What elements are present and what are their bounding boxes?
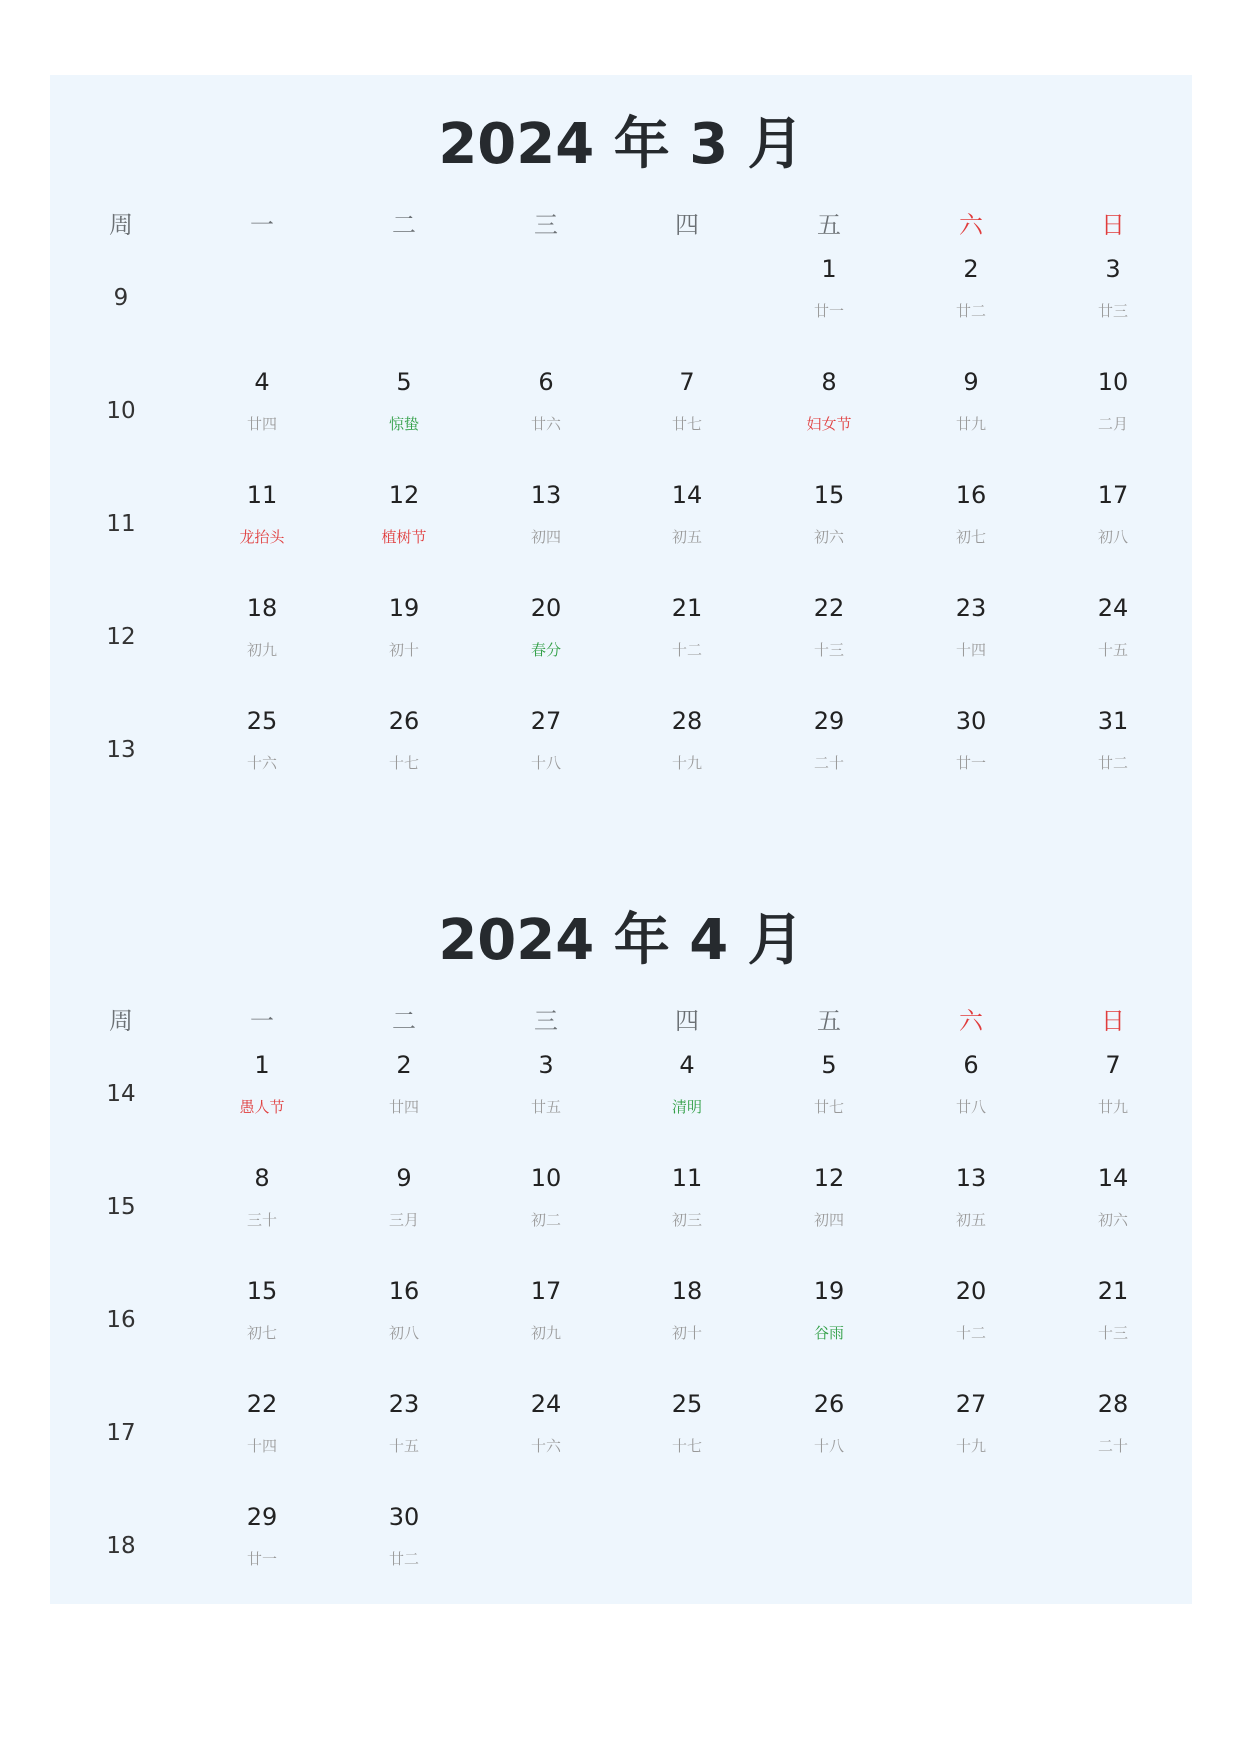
day-cell[interactable] [202,368,322,468]
day-cell[interactable] [486,707,606,807]
day-cell[interactable] [486,1164,606,1264]
day-number: 25 [246,707,278,735]
weekday-header: 日 [1101,211,1125,239]
day-cell[interactable] [202,481,322,581]
lunar-date: 廿二 [388,1550,419,1568]
day-number: 30 [388,1503,420,1531]
festival-label: 愚人节 [239,1098,285,1116]
day-number: 14 [1097,1164,1129,1192]
day-number: 21 [671,594,703,622]
day-cell[interactable] [344,368,464,468]
lunar-date: 十二 [955,1324,986,1342]
day-number: 23 [388,1390,420,1418]
lunar-date: 初九 [530,1324,561,1342]
weekday-header: 一 [250,211,274,239]
week-number: 12 [106,624,136,650]
day-cell[interactable] [1053,1164,1173,1264]
week-number: 16 [106,1307,136,1333]
lunar-date: 二月 [1097,415,1128,433]
weekday-header: 一 [250,1007,274,1035]
lunar-date: 初七 [955,528,986,546]
day-number: 24 [1097,594,1129,622]
week-number: 10 [106,398,136,424]
day-cell[interactable] [911,1390,1031,1490]
day-number: 28 [671,707,703,735]
day-cell[interactable] [769,1390,889,1490]
solar-term-label: 谷雨 [813,1324,844,1342]
day-cell[interactable] [1053,594,1173,694]
lunar-date: 二十 [813,754,844,772]
day-number: 25 [671,1390,703,1418]
lunar-date: 初四 [530,528,561,546]
week-number: 13 [106,737,136,763]
day-cell[interactable] [344,1503,464,1603]
day-cell[interactable] [627,594,747,694]
lunar-date: 十九 [671,754,702,772]
day-number: 24 [530,1390,562,1418]
month-title: 2024 年 3 月 [438,112,804,177]
day-cell[interactable] [202,707,322,807]
day-cell[interactable] [344,707,464,807]
day-number: 5 [821,1051,837,1079]
week-number: 17 [106,1420,136,1446]
day-number: 20 [530,594,562,622]
week-number: 15 [106,1194,136,1220]
day-number: 4 [254,368,270,396]
weekday-header: 四 [675,211,699,239]
lunar-date: 廿九 [955,415,986,433]
day-cell[interactable] [627,1051,747,1151]
lunar-date: 初六 [1097,1211,1128,1229]
day-cell[interactable] [344,1051,464,1151]
day-cell[interactable] [769,1051,889,1151]
day-cell[interactable] [911,707,1031,807]
day-cell[interactable] [202,594,322,694]
day-cell[interactable] [769,707,889,807]
festival-label: 龙抬头 [239,528,285,546]
day-cell[interactable] [1053,255,1173,355]
festival-label: 妇女节 [806,415,852,433]
week-number: 14 [106,1081,136,1107]
day-cell[interactable] [202,1277,322,1377]
day-number: 2 [396,1051,412,1079]
day-cell[interactable] [911,1051,1031,1151]
day-number: 11 [671,1164,703,1192]
day-number: 17 [1097,481,1129,509]
day-cell[interactable] [769,594,889,694]
lunar-date: 初二 [530,1211,561,1229]
lunar-date: 初八 [1097,528,1128,546]
day-number: 17 [530,1277,562,1305]
lunar-date: 廿二 [1097,754,1128,772]
lunar-date: 初九 [246,641,277,659]
lunar-date: 廿九 [1097,1098,1128,1116]
lunar-date: 初十 [388,641,419,659]
day-cell[interactable] [911,368,1031,468]
day-cell[interactable] [202,1164,322,1264]
day-cell[interactable] [202,1051,322,1151]
week-number: 18 [106,1533,136,1559]
lunar-date: 廿一 [813,302,844,320]
lunar-date: 十三 [1097,1324,1128,1342]
lunar-date: 廿六 [530,415,561,433]
day-number: 19 [813,1277,845,1305]
lunar-date: 十四 [246,1437,277,1455]
day-number: 9 [396,1164,412,1192]
day-number: 30 [955,707,987,735]
day-cell[interactable] [1053,1051,1173,1151]
lunar-date: 十九 [955,1437,986,1455]
day-cell[interactable] [769,1277,889,1377]
lunar-date: 十三 [813,641,844,659]
day-cell[interactable] [344,1277,464,1377]
day-number: 23 [955,594,987,622]
lunar-date: 十二 [671,641,702,659]
lunar-date: 廿七 [813,1098,844,1116]
lunar-date: 十四 [955,641,986,659]
day-cell[interactable] [486,481,606,581]
day-cell[interactable] [627,1390,747,1490]
day-number: 11 [246,481,278,509]
day-cell[interactable] [627,368,747,468]
day-cell[interactable] [344,481,464,581]
day-number: 10 [1097,368,1129,396]
day-cell[interactable] [911,1277,1031,1377]
day-cell[interactable] [344,1390,464,1490]
lunar-date: 廿三 [1097,302,1128,320]
day-number: 16 [388,1277,420,1305]
day-cell[interactable] [911,594,1031,694]
lunar-date: 廿一 [246,1550,277,1568]
day-cell[interactable] [627,1164,747,1264]
lunar-date: 初五 [671,528,702,546]
day-number: 27 [530,707,562,735]
lunar-date: 廿一 [955,754,986,772]
weekday-header: 六 [959,211,983,239]
calendar-sheet [50,75,1192,1604]
week-column-header: 周 [109,1007,133,1035]
day-number: 29 [246,1503,278,1531]
day-number: 7 [679,368,695,396]
lunar-date: 十五 [388,1437,419,1455]
lunar-date: 十七 [671,1437,702,1455]
day-number: 28 [1097,1390,1129,1418]
day-cell[interactable] [769,368,889,468]
day-number: 7 [1105,1051,1121,1079]
day-number: 26 [813,1390,845,1418]
day-number: 1 [254,1051,270,1079]
day-number: 3 [1105,255,1121,283]
solar-term-label: 春分 [530,641,561,659]
day-cell[interactable] [769,481,889,581]
day-cell[interactable] [1053,481,1173,581]
lunar-date: 廿四 [246,415,277,433]
weekday-header: 日 [1101,1007,1125,1035]
lunar-date: 十八 [530,754,561,772]
weekday-header: 三 [534,211,558,239]
day-number: 18 [671,1277,703,1305]
week-column-header: 周 [109,211,133,239]
day-number: 2 [963,255,979,283]
day-cell[interactable] [344,1164,464,1264]
weekday-header: 三 [534,1007,558,1035]
day-cell[interactable] [1053,1390,1173,1490]
festival-label: 植树节 [381,528,427,546]
day-cell[interactable] [486,1390,606,1490]
day-number: 12 [388,481,420,509]
weekday-header: 五 [817,211,841,239]
lunar-date: 十八 [813,1437,844,1455]
day-number: 18 [246,594,278,622]
lunar-date: 初六 [813,528,844,546]
lunar-date: 廿四 [388,1098,419,1116]
lunar-date: 廿八 [955,1098,986,1116]
day-number: 6 [963,1051,979,1079]
day-cell[interactable] [769,255,889,355]
lunar-date: 初四 [813,1211,844,1229]
lunar-date: 初三 [671,1211,702,1229]
day-cell[interactable] [486,368,606,468]
weekday-header: 二 [392,1007,416,1035]
day-number: 15 [813,481,845,509]
day-number: 10 [530,1164,562,1192]
day-cell[interactable] [486,1277,606,1377]
lunar-date: 初八 [388,1324,419,1342]
day-cell[interactable] [344,594,464,694]
day-number: 13 [955,1164,987,1192]
day-cell[interactable] [202,1503,322,1603]
weekday-header: 六 [959,1007,983,1035]
day-number: 1 [821,255,837,283]
day-number: 12 [813,1164,845,1192]
day-cell[interactable] [1053,707,1173,807]
day-cell[interactable] [627,707,747,807]
day-number: 14 [671,481,703,509]
lunar-date: 初七 [246,1324,277,1342]
lunar-date: 三十 [246,1211,277,1229]
solar-term-label: 清明 [671,1098,702,1116]
day-cell[interactable] [1053,368,1173,468]
day-cell[interactable] [627,481,747,581]
lunar-date: 廿七 [671,415,702,433]
day-cell[interactable] [769,1164,889,1264]
lunar-date: 十五 [1097,641,1128,659]
day-cell[interactable] [911,255,1031,355]
day-cell[interactable] [202,1390,322,1490]
day-cell[interactable] [911,1164,1031,1264]
lunar-date: 十七 [388,754,419,772]
day-cell[interactable] [911,481,1031,581]
day-number: 22 [813,594,845,622]
lunar-date: 三月 [388,1211,419,1229]
day-number: 4 [679,1051,695,1079]
day-number: 13 [530,481,562,509]
day-number: 19 [388,594,420,622]
day-number: 29 [813,707,845,735]
day-number: 21 [1097,1277,1129,1305]
lunar-date: 十六 [246,754,277,772]
lunar-date: 初五 [955,1211,986,1229]
weekday-header: 四 [675,1007,699,1035]
week-number: 11 [106,511,136,537]
day-number: 6 [538,368,554,396]
day-cell[interactable] [486,594,606,694]
day-cell[interactable] [627,1277,747,1377]
day-number: 22 [246,1390,278,1418]
lunar-date: 廿二 [955,302,986,320]
day-number: 27 [955,1390,987,1418]
day-number: 26 [388,707,420,735]
day-number: 15 [246,1277,278,1305]
week-number: 9 [113,285,129,311]
day-number: 9 [963,368,979,396]
day-number: 8 [821,368,837,396]
day-number: 31 [1097,707,1129,735]
solar-term-label: 惊蛰 [388,415,419,433]
day-number: 20 [955,1277,987,1305]
weekday-header: 五 [817,1007,841,1035]
lunar-date: 初十 [671,1324,702,1342]
lunar-date: 二十 [1097,1437,1128,1455]
day-number: 16 [955,481,987,509]
day-cell[interactable] [1053,1277,1173,1377]
day-number: 8 [254,1164,270,1192]
weekday-header: 二 [392,211,416,239]
day-number: 5 [396,368,412,396]
lunar-date: 廿五 [530,1098,561,1116]
month-title: 2024 年 4 月 [438,908,804,973]
day-number: 3 [538,1051,554,1079]
day-cell[interactable] [486,1051,606,1151]
lunar-date: 十六 [530,1437,561,1455]
